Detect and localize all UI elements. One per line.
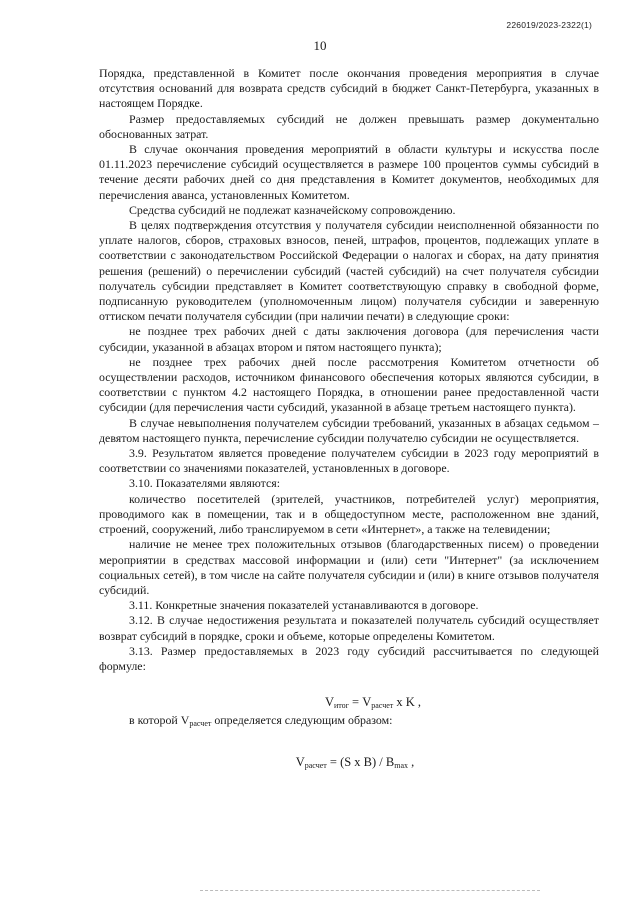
paragraph: 3.11. Конкретные значения показателей устанавливаются в договоре. bbox=[129, 598, 479, 613]
paragraph: В целях подтверждения отсутствия у получателя субсидии неисполненной обязанности по уплате налогов, сборов, страховых взносов, пеней, штрафов, процентов, подлежащих уплате в соответствии с законодательством Российской Федерации о налогах и сборах, на дату принятия решения (решений) о перечислении субсидий (частей субсидий) на счет получателя субсидии получатель субсидии представляет в Комитет соответствующую справку в свободной форме, подписанную руководителем (уполномоченным лицом) получателя субсидии и заверенную оттиском печати получателя субсидии (при наличии печати) в следующие сроки: bbox=[99, 218, 599, 324]
formula-total-lhs: V bbox=[324, 695, 334, 710]
paragraph: В случае окончания проведения мероприятий в области культуры и искусства после 01.11.2023 перечисление субсидий осуществляется в размере 100 процентов суммы субсидий в течение десяти рабочих дней со дня представления в Комитет документов, необходимых для перечисления аванса, установленных Комитетом. bbox=[99, 142, 599, 202]
paragraph: не позднее трех рабочих дней после рассмотрения Комитетом отчетности об осуществлении расходов, источником финансового обеспечения которых являются субсидии, в соответствии с пунктом 4.2 настоящего Порядка, в отношении ранее предоставленной части субсидии (для перечисления части субсидий, указанной в абзаце третьем настоящего пункта). bbox=[99, 354, 599, 415]
paragraph: 3.9. Результатом является проведение получателем субсидии в 2023 году мероприятий в соответствии со значениями показателей, установленных в договоре. bbox=[99, 446, 599, 476]
scan-footer-line bbox=[200, 890, 540, 891]
formula-calc bbox=[111, 755, 599, 773]
formula-calc-mid: = (S x B) / B bbox=[326, 754, 395, 769]
paragraph: 3.12. В случае недостижения результата и показателей получатель субсидий осуществляет возврат субсидий в порядке, сроки и объеме, которые определены Комитетом. bbox=[99, 613, 599, 643]
formula-intro bbox=[99, 713, 599, 731]
formula-total-tail: x K , bbox=[393, 695, 422, 710]
paragraph: 3.10. Показателями являются: bbox=[129, 476, 281, 491]
paragraph: Средства субсидий не подлежат казначейскому сопровождению. bbox=[129, 202, 456, 217]
paragraph: 3.13. Размер предоставляемых в 2023 году субсидий рассчитывается по следующей формуле: bbox=[99, 643, 599, 673]
paragraph: не позднее трех рабочих дней с даты заключения договора (для перечисления части субсидии, указанной в абзацах втором и пятом настоящего пункта); bbox=[99, 324, 599, 354]
formula-calc-tail: , bbox=[408, 754, 415, 769]
formula-intro-sub: расчет bbox=[189, 719, 212, 729]
paragraph: Размер предоставляемых субсидий не должен превышать размер документально обоснованных затрат. bbox=[99, 111, 599, 141]
page-number: 10 bbox=[313, 38, 327, 53]
formula-total-rhs-sub: расчет bbox=[371, 701, 394, 711]
paragraph: наличие не менее трех положительных отзывов (благодарственных писем) о проведении мероприятии в средствах массовой информации и (или) сети "Интернет" (за исключением социальных сетей), в том числе на сайте получателя субсидии и (или) в книге отзывов получателя субсидий. bbox=[99, 537, 599, 597]
document-body bbox=[99, 66, 599, 773]
formula-total-eq: = V bbox=[348, 695, 372, 710]
formula-calc-lhs: V bbox=[295, 754, 305, 769]
formula-intro-after: определяется следующим образом: bbox=[211, 713, 393, 728]
formula-total-lhs-sub: итог bbox=[333, 701, 349, 711]
formula-calc-mid-sub: max bbox=[394, 760, 409, 770]
document-id: 226019/2023-2322(1) bbox=[506, 20, 592, 30]
paragraph: Порядка, представленной в Комитет после окончания проведения мероприятия в случае отсутствия оснований для возврата средств субсидий в бюджет Санкт-Петербурга, указанных в настоящем Порядке. bbox=[99, 66, 599, 111]
formula-total bbox=[147, 695, 599, 713]
paragraph: количество посетителей (зрителей, участников, потребителей услуг) мероприятия, проводимого как в помещении, так и в общедоступном месте, расположенном вне зданий, строений, сооружений, либо транслируемом в сети «Интернет», а также на телевидении; bbox=[99, 491, 599, 537]
formula-calc-lhs-sub: расчет bbox=[304, 760, 327, 770]
paragraph: В случае невыполнения получателем субсидии требований, указанных в абзацах седьмом – девятом настоящего пункта, перечисление субсидии получателю субсидии не осуществляется. bbox=[99, 415, 599, 445]
formula-intro-before: в которой V bbox=[129, 713, 190, 728]
